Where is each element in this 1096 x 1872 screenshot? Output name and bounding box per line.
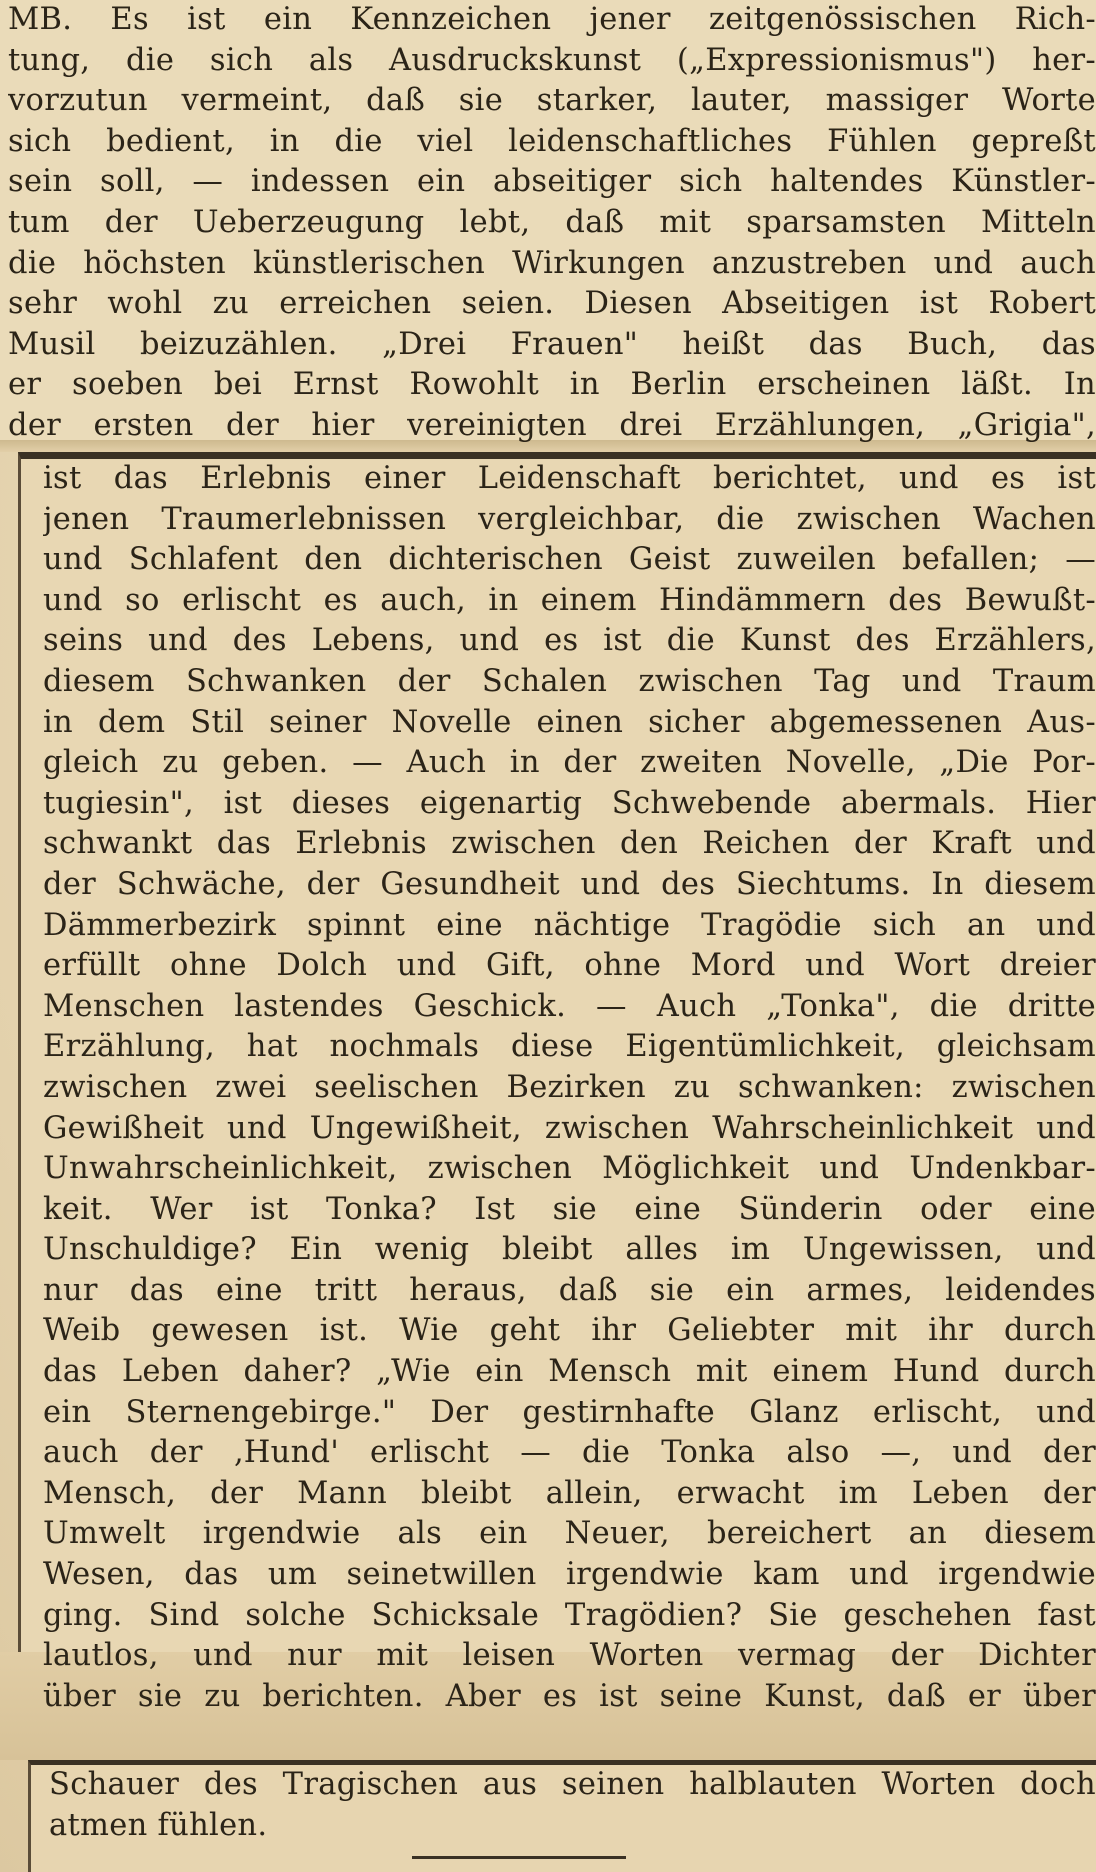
text-line: ging. Sind solche Schicksale Tragödien? Sie geschehen fast: [43, 1597, 1096, 1633]
article-segment-top: [0, 0, 1096, 443]
text-line: in dem Stil seiner Novelle einen sicher abgemessenen Aus-: [43, 704, 1096, 740]
text-line: tugiesin", ist dieses eigenartig Schwebende abermals. Hier: [43, 785, 1096, 821]
text-line: und Schlafent den dichterischen Geist zuweilen befallen; —: [43, 542, 1096, 578]
text-line: erfüllt ohne Dolch und Gift, ohne Mord und Wort dreier: [43, 948, 1096, 984]
text-line: vorzutun vermeint, daß sie starker, lauter, massiger Worte: [8, 83, 1096, 119]
text-line: Gewißheit und Ungewißheit, zwischen Wahrscheinlichkeit und: [43, 1110, 1096, 1146]
text-line: keit. Wer ist Tonka? Ist sie eine Sünderin oder eine: [43, 1191, 1096, 1227]
text-line: tung, die sich als Ausdruckskunst („Expressionismus") her-: [8, 42, 1096, 78]
text-line: MB. Es ist ein Kennzeichen jener zeitgenössischen Rich-: [8, 2, 1096, 37]
text-line: der ersten der hier vereinigten drei Erzählungen, „Grigia",: [8, 407, 1096, 443]
text-line: Musil beizuzählen. „Drei Frauen" heißt das Buch, das: [8, 326, 1096, 362]
text-line: sein soll, — indessen ein abseitiger sich haltendes Künstler-: [8, 164, 1096, 200]
text-line: Mensch, der Mann bleibt allein, erwacht im Leben der: [43, 1475, 1096, 1511]
text-line: tum der Ueberzeugung lebt, daß mit sparsamsten Mitteln: [8, 204, 1096, 240]
text-line: ist das Erlebnis einer Leidenschaft berichtet, und es ist: [43, 461, 1096, 496]
text-line: Erzählung, hat nochmals diese Eigentümlichkeit, gleichsam: [43, 1029, 1096, 1065]
text-line: das Leben daher? „Wie ein Mensch mit einem Hund durch: [43, 1354, 1096, 1390]
text-line: und so erlischt es auch, in einem Hindämmern des Bewußt-: [43, 582, 1096, 618]
text-line: sich bedient, in die viel leidenschaftliches Fühlen gepreßt: [8, 123, 1096, 159]
text-line: auch der ‚Hund' erlischt — die Tonka also —, und der: [43, 1435, 1096, 1471]
end-rule: [412, 1856, 626, 1859]
text-line: gleich zu geben. — Auch in der zweiten Novelle, „Die Por-: [43, 745, 1096, 781]
text-line: lautlos, und nur mit leisen Worten vermag der Dichter: [43, 1638, 1096, 1674]
text-line: diesem Schwanken der Schalen zwischen Tag und Traum: [43, 663, 1096, 699]
text-line: zwischen zwei seelischen Bezirken zu schwanken: zwischen: [43, 1069, 1096, 1105]
article-segment-middle: [18, 452, 1096, 1714]
text-line: jenen Traumerlebnissen vergleichbar, die zwischen Wachen: [43, 501, 1096, 537]
text-line: der Schwäche, der Gesundheit und des Siechtums. In diesem: [43, 866, 1096, 902]
text-line: er soeben bei Ernst Rowohlt in Berlin erscheinen läßt. In: [8, 367, 1096, 403]
text-line: Unschuldige? Ein wenig bleibt alles im Ungewissen, und: [43, 1232, 1096, 1268]
text-line: Menschen lastendes Geschick. — Auch „Tonka", die dritte: [43, 988, 1096, 1024]
text-line: seins und des Lebens, und es ist die Kunst des Erzählers,: [43, 623, 1096, 659]
text-line: nur das eine tritt heraus, daß sie ein armes, leidendes: [43, 1272, 1096, 1308]
text-line: Weib gewesen ist. Wie geht ihr Geliebter mit ihr durch: [43, 1313, 1096, 1349]
text-line: Wesen, das um seinetwillen irgendwie kam und irgendwie: [43, 1557, 1096, 1593]
text-line: Umwelt irgendwie als ein Neuer, bereichert an diesem: [43, 1516, 1096, 1552]
text-line: über sie zu berichten. Aber es ist seine Kunst, daß er über: [43, 1678, 1096, 1714]
text-line-last: atmen fühlen.: [49, 1807, 268, 1843]
text-line: sehr wohl zu erreichen seien. Diesen Abseitigen ist Robert: [8, 286, 1096, 322]
text-line: ein Sternengebirge." Der gestirnhafte Glanz erlischt, und: [43, 1394, 1096, 1430]
text-line: die höchsten künstlerischen Wirkungen anzustreben und auch: [8, 245, 1096, 281]
text-line: Dämmerbezirk spinnt eine nächtige Tragödie sich an und: [43, 907, 1096, 943]
text-line: schwankt das Erlebnis zwischen den Reichen der Kraft und: [43, 826, 1096, 862]
text-line: Unwahrscheinlichkeit, zwischen Möglichkeit und Undenkbar-: [43, 1151, 1096, 1187]
text-line: Schauer des Tragischen aus seinen halblauten Worten doch: [49, 1767, 1096, 1802]
